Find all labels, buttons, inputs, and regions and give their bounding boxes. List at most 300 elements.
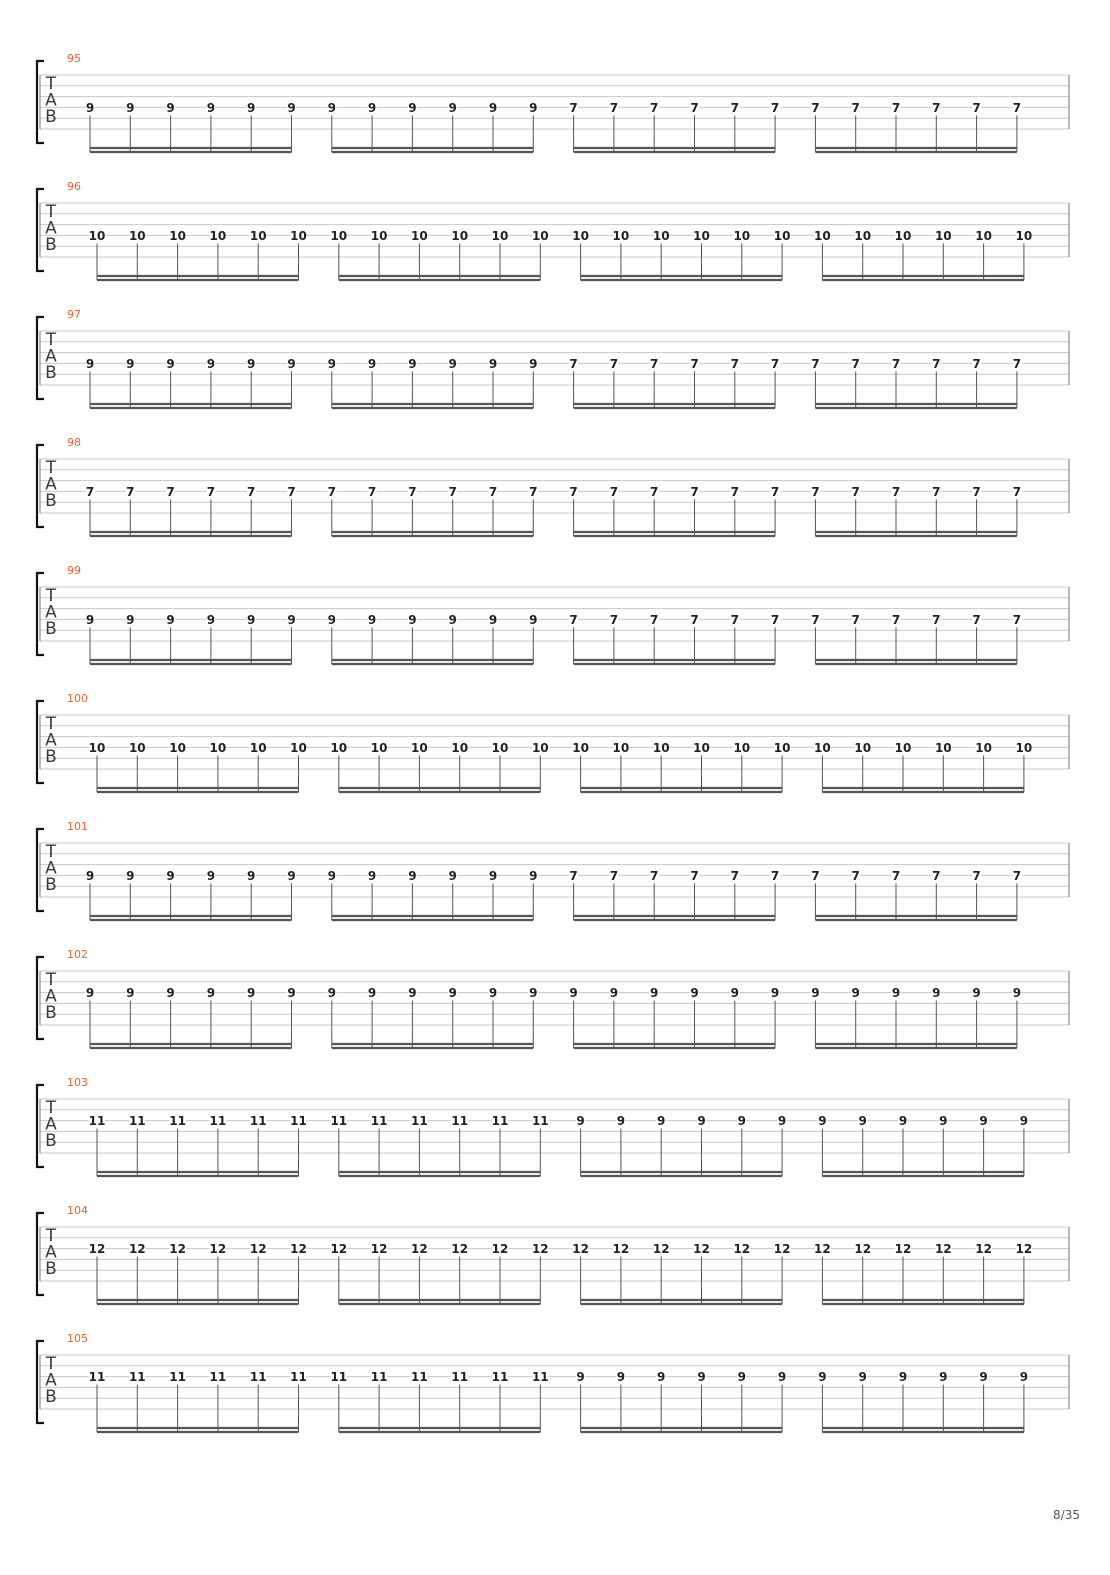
tab-clef-letter: B — [45, 235, 57, 255]
fret-number: 9 — [126, 356, 135, 371]
fret-number: 10 — [531, 228, 549, 243]
fret-number: 9 — [818, 1370, 827, 1385]
fret-number: 10 — [1015, 228, 1033, 243]
fret-number: 10 — [370, 228, 388, 243]
fret-number: 9 — [408, 868, 417, 883]
fret-number: 7 — [851, 356, 860, 371]
fret-number: 10 — [491, 740, 509, 755]
fret-number: 9 — [126, 986, 135, 1001]
tab-clef-letter: B — [45, 619, 57, 639]
fret-number: 7 — [972, 484, 981, 499]
fret-number: 9 — [488, 868, 498, 883]
fret-number: 9 — [367, 356, 377, 371]
fret-number: 10 — [209, 228, 227, 243]
fret-number: 10 — [652, 740, 670, 755]
fret-number: 9 — [247, 356, 256, 371]
page-number: 8/35 — [1053, 1508, 1080, 1522]
fret-number: 7 — [891, 100, 901, 115]
fret-number: 7 — [851, 612, 860, 627]
fret-number: 9 — [529, 986, 538, 1001]
fret-number: 7 — [811, 100, 820, 115]
fret-number: 7 — [770, 356, 780, 371]
fret-number: 12 — [169, 1242, 186, 1257]
fret-number: 9 — [529, 612, 538, 627]
fret-number: 9 — [166, 356, 175, 371]
fret-number: 12 — [733, 1242, 751, 1257]
fret-number: 7 — [891, 356, 901, 371]
fret-number: 11 — [370, 1114, 388, 1129]
fret-number: 9 — [858, 1114, 867, 1129]
fret-number: 7 — [650, 100, 659, 115]
fret-number: 11 — [491, 1114, 509, 1129]
fret-number: 11 — [209, 1114, 227, 1129]
fret-number: 9 — [206, 100, 216, 115]
fret-number: 12 — [1015, 1242, 1033, 1257]
fret-number: 7 — [569, 356, 578, 371]
tab-clef-letter: T — [45, 586, 57, 606]
fret-number: 10 — [773, 228, 791, 243]
fret-number: 9 — [891, 986, 901, 1001]
fret-number: 7 — [770, 484, 780, 499]
fret-number: 12 — [128, 1242, 146, 1257]
fret-number: 7 — [770, 100, 780, 115]
fret-number: 9 — [206, 356, 216, 371]
fret-number: 7 — [609, 100, 619, 115]
tab-clef-letter: A — [45, 602, 57, 623]
fret-number: 9 — [367, 986, 377, 1001]
fret-number: 11 — [531, 1370, 549, 1385]
fret-number: 9 — [287, 986, 296, 1001]
fret-number: 9 — [85, 100, 95, 115]
fret-number: 11 — [531, 1114, 549, 1129]
fret-number: 10 — [491, 228, 509, 243]
fret-number: 9 — [697, 1370, 706, 1385]
fret-number: 9 — [287, 868, 296, 883]
fret-number: 9 — [657, 1370, 666, 1385]
fret-number: 12 — [652, 1242, 670, 1257]
fret-number: 9 — [616, 1370, 626, 1385]
tab-clef-letter: T — [45, 74, 57, 94]
fret-number: 10 — [290, 740, 307, 755]
fret-number: 12 — [814, 1242, 831, 1257]
fret-number: 9 — [126, 612, 135, 627]
fret-number: 11 — [290, 1370, 307, 1385]
fret-number: 7 — [650, 612, 659, 627]
fret-number: 9 — [126, 100, 135, 115]
fret-number: 7 — [569, 868, 578, 883]
fret-number: 7 — [609, 868, 619, 883]
fret-number: 10 — [370, 740, 388, 755]
fret-number: 7 — [730, 100, 739, 115]
tab-clef-letter: B — [45, 1003, 57, 1023]
fret-number: 12 — [290, 1242, 307, 1257]
fret-number: 9 — [327, 986, 336, 1001]
fret-number: 7 — [609, 612, 619, 627]
fret-number: 12 — [531, 1242, 549, 1257]
fret-number: 11 — [370, 1370, 388, 1385]
fret-number: 9 — [448, 100, 457, 115]
fret-number: 9 — [206, 986, 216, 1001]
fret-number: 9 — [206, 868, 216, 883]
fret-number: 9 — [448, 986, 457, 1001]
fret-number: 10 — [249, 740, 267, 755]
fret-number: 10 — [451, 228, 469, 243]
tab-clef-letter: A — [45, 858, 57, 879]
fret-number: 10 — [1015, 740, 1033, 755]
fret-number: 7 — [811, 612, 820, 627]
fret-number: 7 — [529, 484, 538, 499]
fret-number: 7 — [85, 484, 95, 499]
fret-number: 9 — [488, 612, 498, 627]
tab-clef-letter: T — [45, 970, 57, 990]
fret-number: 9 — [327, 356, 336, 371]
tab-clef-letter: A — [45, 1370, 57, 1391]
fret-number: 9 — [85, 986, 95, 1001]
fret-number: 12 — [934, 1242, 952, 1257]
fret-number: 7 — [569, 100, 578, 115]
fret-number: 7 — [287, 484, 296, 499]
fret-number: 9 — [1019, 1114, 1029, 1129]
fret-number: 9 — [287, 100, 296, 115]
measure-number: 98 — [67, 436, 81, 449]
fret-number: 9 — [287, 356, 296, 371]
fret-number: 9 — [448, 868, 457, 883]
fret-number: 12 — [330, 1242, 348, 1257]
fret-number: 7 — [972, 356, 981, 371]
fret-number: 9 — [851, 986, 860, 1001]
fret-number: 7 — [811, 356, 820, 371]
fret-number: 10 — [975, 740, 992, 755]
tab-clef-letter: A — [45, 218, 57, 239]
fret-number: 7 — [851, 100, 860, 115]
fret-number: 7 — [972, 100, 981, 115]
fret-number: 7 — [730, 484, 739, 499]
fret-number: 7 — [609, 484, 619, 499]
fret-number: 10 — [169, 740, 186, 755]
fret-number: 9 — [616, 1114, 626, 1129]
fret-number: 7 — [650, 868, 659, 883]
fret-number: 12 — [894, 1242, 912, 1257]
fret-number: 9 — [529, 356, 538, 371]
fret-number: 9 — [408, 100, 417, 115]
fret-number: 11 — [169, 1114, 186, 1129]
fret-number: 9 — [327, 612, 336, 627]
fret-number: 10 — [572, 228, 589, 243]
fret-number: 9 — [972, 986, 981, 1001]
fret-number: 11 — [128, 1114, 146, 1129]
fret-number: 10 — [209, 740, 227, 755]
fret-number: 9 — [1019, 1370, 1029, 1385]
fret-number: 9 — [367, 868, 377, 883]
fret-number: 10 — [330, 740, 348, 755]
fret-number: 7 — [166, 484, 175, 499]
fret-number: 10 — [128, 740, 146, 755]
measure-number: 101 — [67, 820, 88, 833]
fret-number: 7 — [932, 612, 941, 627]
tab-clef-letter: B — [45, 1387, 57, 1407]
fret-number: 11 — [330, 1114, 348, 1129]
fret-number: 10 — [733, 740, 751, 755]
fret-number: 11 — [491, 1370, 509, 1385]
tab-clef-letter: T — [45, 1226, 57, 1246]
fret-number: 10 — [531, 740, 549, 755]
fret-number: 9 — [979, 1370, 988, 1385]
fret-number: 10 — [814, 740, 831, 755]
fret-number: 9 — [488, 356, 498, 371]
tab-clef-letter: A — [45, 1114, 57, 1135]
fret-number: 9 — [85, 356, 95, 371]
fret-number: 12 — [370, 1242, 388, 1257]
fret-number: 12 — [693, 1242, 710, 1257]
fret-number: 7 — [650, 356, 659, 371]
fret-number: 9 — [327, 868, 336, 883]
fret-number: 9 — [730, 986, 739, 1001]
fret-number: 7 — [932, 868, 941, 883]
fret-number: 10 — [169, 228, 186, 243]
fret-number: 9 — [898, 1114, 908, 1129]
fret-number: 7 — [1012, 100, 1022, 115]
fret-number: 11 — [169, 1370, 186, 1385]
tab-clef-letter: B — [45, 747, 57, 767]
fret-number: 9 — [690, 986, 699, 1001]
tab-clef-letter: B — [45, 1259, 57, 1279]
fret-number: 10 — [894, 740, 912, 755]
fret-number: 9 — [529, 868, 538, 883]
fret-number: 10 — [411, 740, 428, 755]
fret-number: 10 — [652, 228, 670, 243]
fret-number: 10 — [693, 228, 710, 243]
fret-number: 7 — [891, 484, 901, 499]
fret-number: 7 — [367, 484, 377, 499]
fret-number: 7 — [811, 868, 820, 883]
fret-number: 9 — [247, 986, 256, 1001]
fret-number: 9 — [777, 1114, 787, 1129]
fret-number: 9 — [488, 100, 498, 115]
fret-number: 9 — [609, 986, 619, 1001]
fret-number: 7 — [891, 612, 901, 627]
fret-number: 9 — [697, 1114, 706, 1129]
fret-number: 12 — [491, 1242, 509, 1257]
measure-number: 96 — [67, 180, 81, 193]
tab-clef-letter: A — [45, 986, 57, 1007]
fret-number: 9 — [979, 1114, 988, 1129]
fret-number: 11 — [88, 1370, 106, 1385]
fret-number: 11 — [451, 1114, 469, 1129]
fret-number: 9 — [408, 356, 417, 371]
tab-clef-letter: B — [45, 1131, 57, 1151]
fret-number: 7 — [730, 612, 739, 627]
measure-number: 97 — [67, 308, 81, 321]
fret-number: 10 — [894, 228, 912, 243]
fret-number: 9 — [777, 1370, 787, 1385]
fret-number: 12 — [249, 1242, 267, 1257]
fret-number: 9 — [166, 868, 175, 883]
tab-clef-letter: T — [45, 842, 57, 862]
fret-number: 9 — [818, 1114, 827, 1129]
fret-number: 7 — [811, 484, 820, 499]
fret-number: 11 — [209, 1370, 227, 1385]
fret-number: 7 — [408, 484, 417, 499]
fret-number: 12 — [975, 1242, 992, 1257]
fret-number: 12 — [854, 1242, 872, 1257]
fret-number: 7 — [932, 484, 941, 499]
fret-number: 9 — [247, 612, 256, 627]
fret-number: 12 — [209, 1242, 227, 1257]
fret-number: 7 — [650, 484, 659, 499]
tab-clef-letter: T — [45, 330, 57, 350]
fret-number: 7 — [206, 484, 216, 499]
fret-number: 7 — [1012, 484, 1022, 499]
tab-clef-letter: A — [45, 90, 57, 111]
fret-number: 9 — [657, 1114, 666, 1129]
fret-number: 10 — [773, 740, 791, 755]
fret-number: 9 — [939, 1370, 948, 1385]
fret-number: 9 — [737, 1370, 746, 1385]
fret-number: 7 — [1012, 356, 1022, 371]
measure-number: 105 — [67, 1332, 88, 1345]
fret-number: 9 — [576, 1114, 585, 1129]
fret-number: 11 — [249, 1114, 267, 1129]
fret-number: 9 — [1012, 986, 1022, 1001]
fret-number: 10 — [814, 228, 831, 243]
fret-number: 10 — [733, 228, 751, 243]
fret-number: 9 — [126, 868, 135, 883]
fret-number: 11 — [330, 1370, 348, 1385]
fret-number: 11 — [249, 1370, 267, 1385]
fret-number: 7 — [569, 612, 578, 627]
fret-number: 9 — [576, 1370, 585, 1385]
fret-number: 12 — [411, 1242, 428, 1257]
measure-number: 103 — [67, 1076, 88, 1089]
tab-clef-letter: A — [45, 1242, 57, 1263]
fret-number: 10 — [88, 228, 106, 243]
fret-number: 7 — [972, 612, 981, 627]
fret-number: 12 — [88, 1242, 106, 1257]
fret-number: 7 — [488, 484, 498, 499]
tab-clef-letter: T — [45, 714, 57, 734]
tab-clef-letter: T — [45, 202, 57, 222]
measure-number: 100 — [67, 692, 88, 705]
fret-number: 7 — [569, 484, 578, 499]
fret-number: 9 — [367, 100, 377, 115]
fret-number: 11 — [411, 1114, 428, 1129]
fret-number: 10 — [290, 228, 307, 243]
fret-number: 7 — [1012, 868, 1022, 883]
fret-number: 10 — [975, 228, 992, 243]
fret-number: 11 — [411, 1370, 428, 1385]
fret-number: 7 — [1012, 612, 1022, 627]
tab-clef-letter: T — [45, 1098, 57, 1118]
fret-number: 9 — [858, 1370, 867, 1385]
fret-number: 9 — [529, 100, 538, 115]
fret-number: 7 — [851, 868, 860, 883]
fret-number: 9 — [327, 100, 336, 115]
fret-number: 9 — [811, 986, 820, 1001]
fret-number: 12 — [612, 1242, 630, 1257]
fret-number: 7 — [448, 484, 457, 499]
fret-number: 9 — [569, 986, 578, 1001]
fret-number: 10 — [88, 740, 106, 755]
fret-number: 7 — [730, 868, 739, 883]
fret-number: 10 — [934, 228, 952, 243]
fret-number: 7 — [690, 484, 699, 499]
fret-number: 9 — [650, 986, 659, 1001]
fret-number: 7 — [609, 356, 619, 371]
fret-number: 7 — [690, 356, 699, 371]
fret-number: 9 — [287, 612, 296, 627]
tab-clef-letter: T — [45, 1354, 57, 1374]
fret-number: 9 — [770, 986, 780, 1001]
fret-number: 9 — [166, 986, 175, 1001]
tab-clef-letter: B — [45, 491, 57, 511]
fret-number: 7 — [690, 868, 699, 883]
fret-number: 9 — [408, 986, 417, 1001]
fret-number: 9 — [939, 1114, 948, 1129]
fret-number: 9 — [737, 1114, 746, 1129]
fret-number: 11 — [451, 1370, 469, 1385]
fret-number: 10 — [411, 228, 428, 243]
fret-number: 10 — [330, 228, 348, 243]
measure-number: 99 — [67, 564, 81, 577]
fret-number: 10 — [128, 228, 146, 243]
fret-number: 7 — [730, 356, 739, 371]
fret-number: 7 — [247, 484, 256, 499]
fret-number: 7 — [972, 868, 981, 883]
fret-number: 7 — [932, 356, 941, 371]
fret-number: 10 — [612, 228, 630, 243]
fret-number: 7 — [770, 612, 780, 627]
tab-clef-letter: A — [45, 730, 57, 751]
fret-number: 9 — [488, 986, 498, 1001]
fret-number: 9 — [898, 1370, 908, 1385]
tab-clef-letter: A — [45, 346, 57, 367]
fret-number: 9 — [247, 100, 256, 115]
fret-number: 10 — [612, 740, 630, 755]
fret-number: 7 — [932, 100, 941, 115]
fret-number: 9 — [85, 868, 95, 883]
fret-number: 7 — [690, 612, 699, 627]
tab-clef-letter: B — [45, 107, 57, 127]
fret-number: 9 — [448, 612, 457, 627]
measure-number: 95 — [67, 52, 81, 65]
fret-number: 12 — [451, 1242, 469, 1257]
fret-number: 9 — [408, 612, 417, 627]
fret-number: 11 — [88, 1114, 106, 1129]
fret-number: 10 — [572, 740, 589, 755]
fret-number: 9 — [367, 612, 377, 627]
fret-number: 7 — [891, 868, 901, 883]
measure-number: 102 — [67, 948, 88, 961]
fret-number: 9 — [206, 612, 216, 627]
fret-number: 11 — [290, 1114, 307, 1129]
fret-number: 7 — [327, 484, 336, 499]
fret-number: 10 — [854, 228, 872, 243]
tab-clef-letter: A — [45, 474, 57, 495]
fret-number: 11 — [128, 1370, 146, 1385]
fret-number: 12 — [572, 1242, 589, 1257]
measure-number: 104 — [67, 1204, 88, 1217]
fret-number: 7 — [770, 868, 780, 883]
fret-number: 9 — [247, 868, 256, 883]
fret-number: 12 — [773, 1242, 791, 1257]
fret-number: 10 — [854, 740, 872, 755]
fret-number: 7 — [851, 484, 860, 499]
fret-number: 10 — [451, 740, 469, 755]
tab-clef-letter: T — [45, 458, 57, 478]
fret-number: 9 — [448, 356, 457, 371]
fret-number: 9 — [166, 612, 175, 627]
fret-number: 9 — [85, 612, 95, 627]
